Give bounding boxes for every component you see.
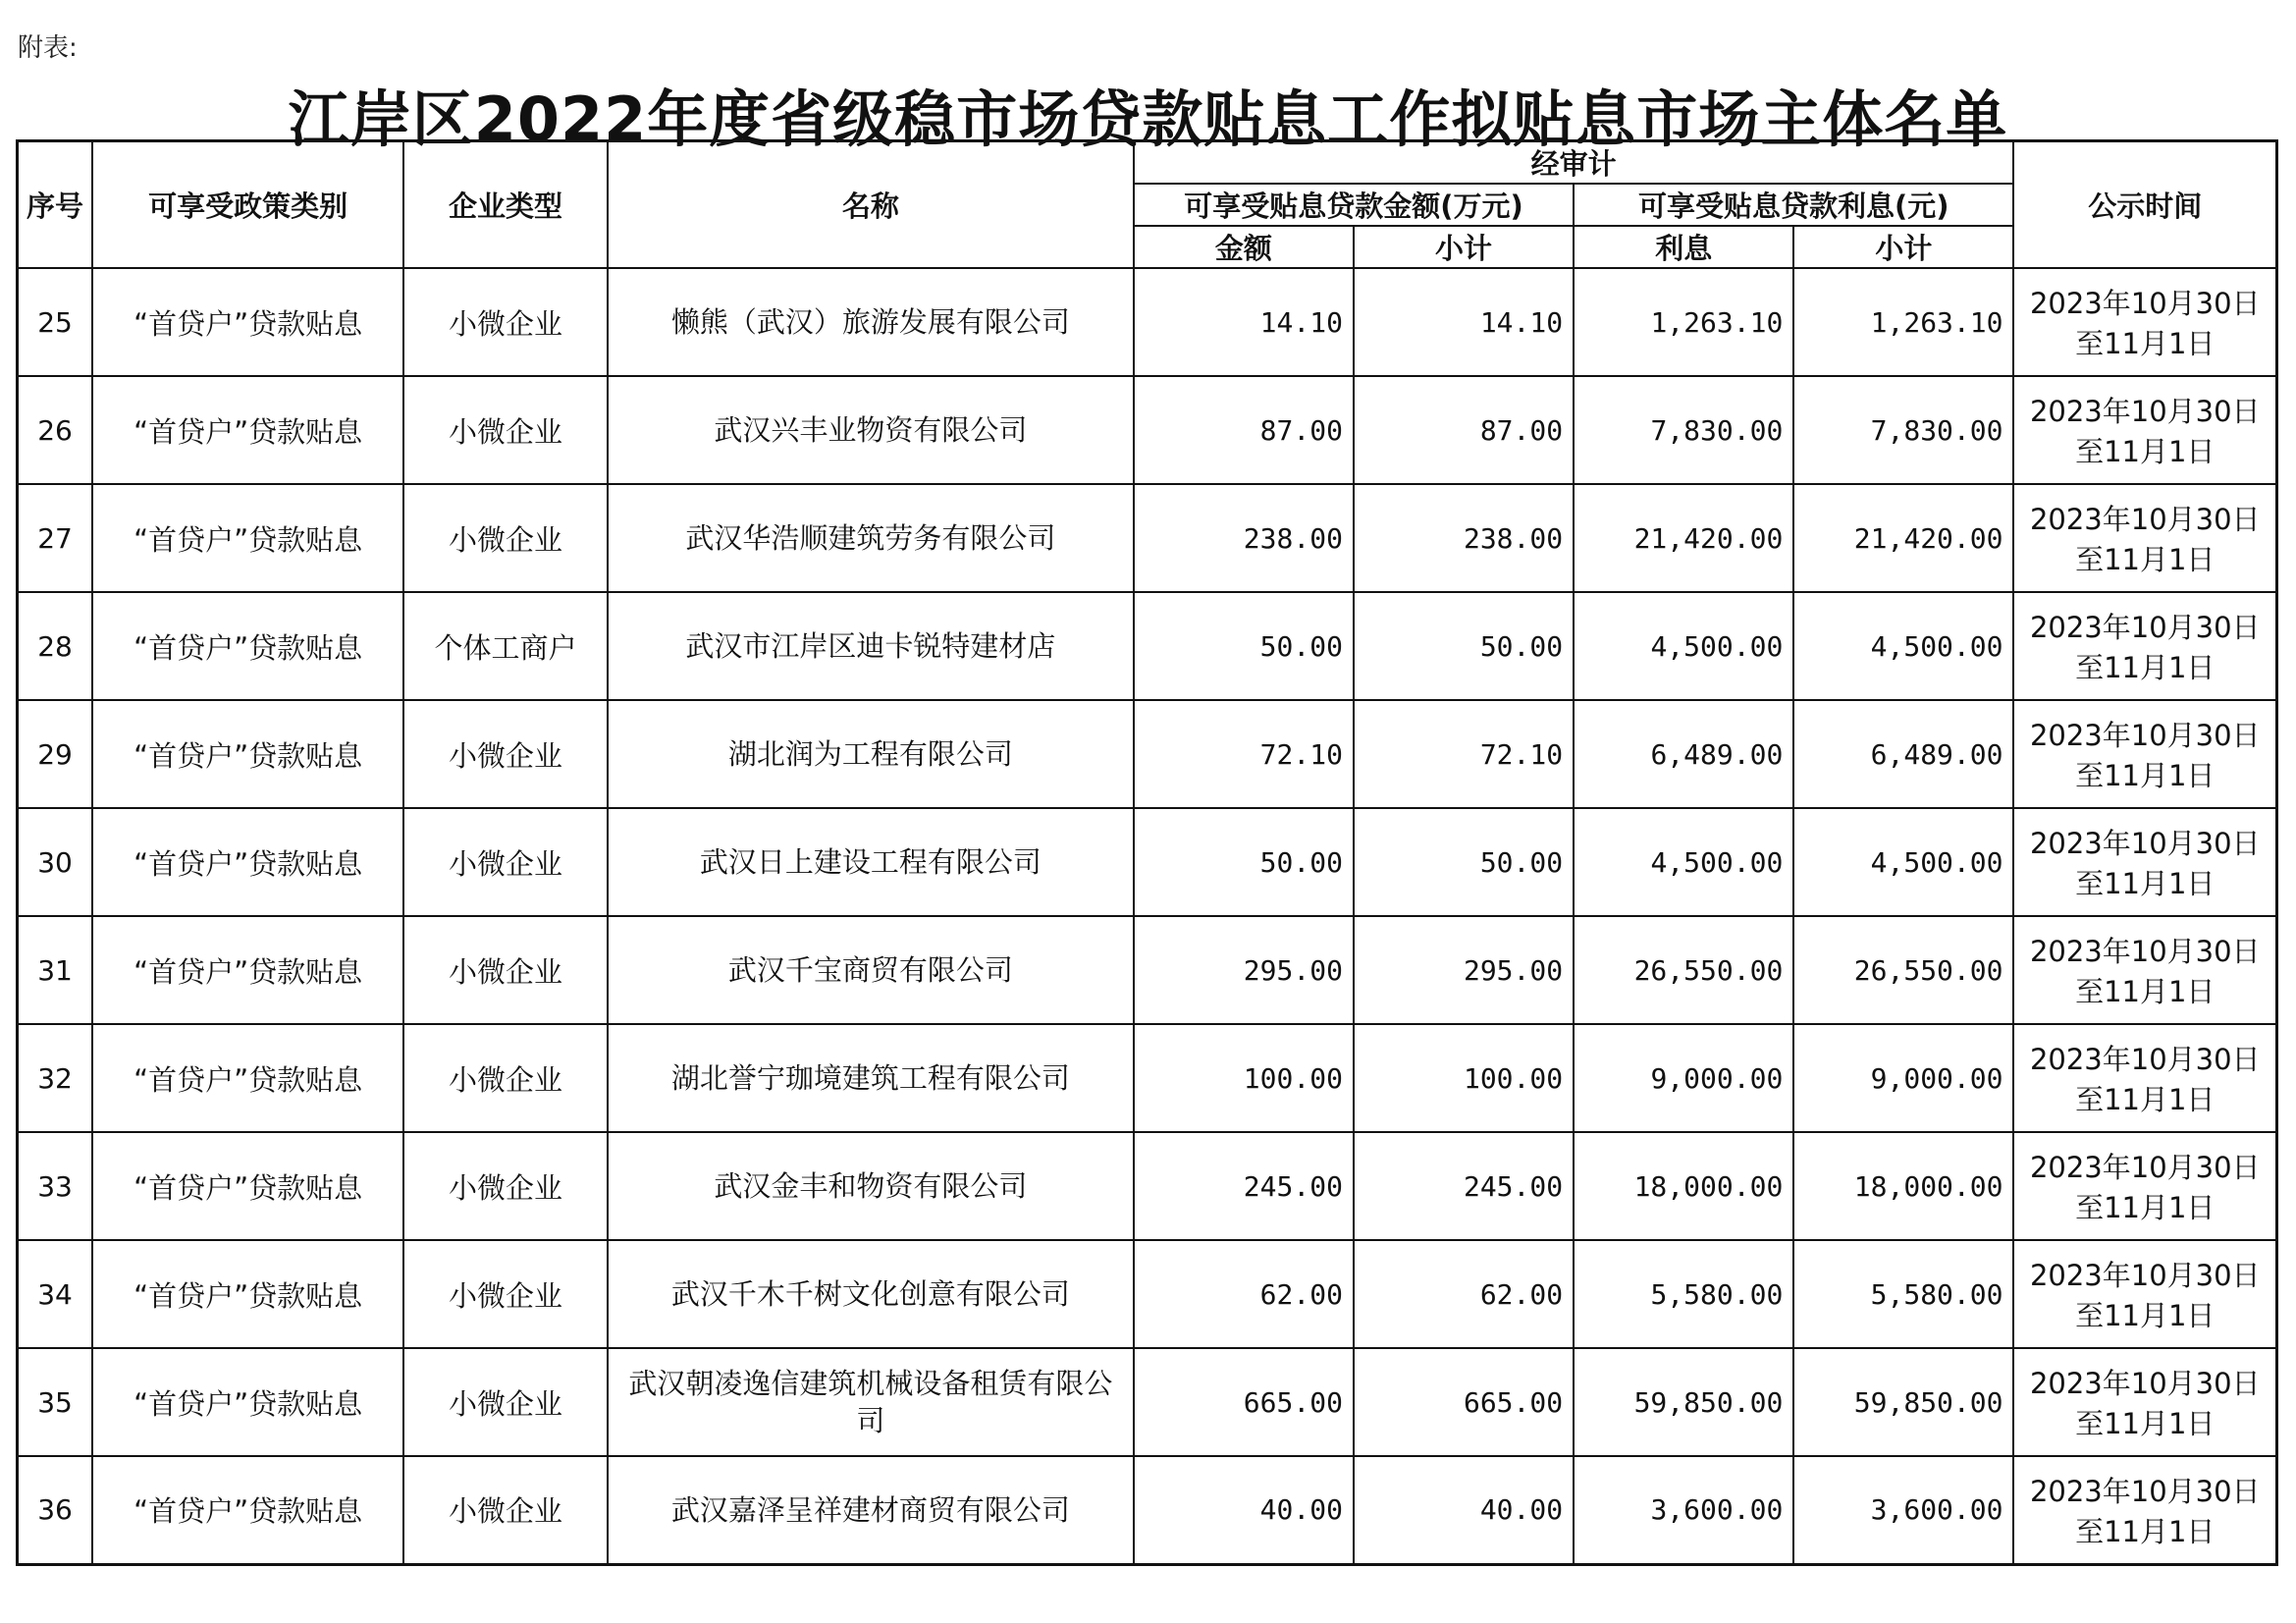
cell-interest-subtotal: 1,263.10	[1793, 268, 2013, 376]
col-header-company-type: 企业类型	[403, 141, 608, 269]
cell-interest: 4,500.00	[1574, 808, 1793, 916]
cell-amount-subtotal: 665.00	[1354, 1348, 1574, 1456]
subsidy-table-container	[16, 139, 2278, 1566]
cell-amount: 62.00	[1134, 1240, 1354, 1348]
cell-publish-time: 2023年10月30日至11月1日	[2013, 592, 2276, 700]
cell-company-type: 个体工商户	[403, 592, 608, 700]
cell-policy: “首贷户”贷款贴息	[92, 1240, 403, 1348]
cell-publish-time: 2023年10月30日至11月1日	[2013, 916, 2276, 1024]
cell-interest-subtotal: 6,489.00	[1793, 700, 2013, 808]
table-row	[18, 592, 2277, 700]
cell-publish-time: 2023年10月30日至11月1日	[2013, 484, 2276, 592]
table-row	[18, 1348, 2277, 1456]
cell-amount-subtotal: 50.00	[1354, 592, 1574, 700]
cell-amount: 665.00	[1134, 1348, 1354, 1456]
cell-amount: 50.00	[1134, 592, 1354, 700]
col-header-publish-time: 公示时间	[2013, 141, 2276, 269]
cell-publish-time: 2023年10月30日至11月1日	[2013, 268, 2276, 376]
cell-policy: “首贷户”贷款贴息	[92, 808, 403, 916]
cell-policy: “首贷户”贷款贴息	[92, 376, 403, 484]
table-row	[18, 268, 2277, 376]
cell-index: 33	[18, 1132, 93, 1240]
cell-index: 28	[18, 592, 93, 700]
cell-name: 湖北誉宁珈境建筑工程有限公司	[608, 1024, 1134, 1132]
cell-interest-subtotal: 26,550.00	[1793, 916, 2013, 1024]
cell-interest: 7,830.00	[1574, 376, 1793, 484]
cell-interest: 59,850.00	[1574, 1348, 1793, 1456]
cell-amount: 100.00	[1134, 1024, 1354, 1132]
cell-index: 25	[18, 268, 93, 376]
cell-interest: 5,580.00	[1574, 1240, 1793, 1348]
cell-index: 29	[18, 700, 93, 808]
cell-index: 27	[18, 484, 93, 592]
cell-amount: 14.10	[1134, 268, 1354, 376]
col-header-amount-subtotal: 小计	[1354, 226, 1574, 268]
attachment-label: 附表:	[18, 33, 78, 63]
cell-amount-subtotal: 100.00	[1354, 1024, 1574, 1132]
cell-amount-subtotal: 245.00	[1354, 1132, 1574, 1240]
cell-interest: 4,500.00	[1574, 592, 1793, 700]
document-title: 江岸区2022年度省级稳市场贷款贴息工作拟贴息市场主体名单	[288, 83, 2008, 155]
cell-amount-subtotal: 72.10	[1354, 700, 1574, 808]
table-row	[18, 808, 2277, 916]
cell-amount: 238.00	[1134, 484, 1354, 592]
cell-policy: “首贷户”贷款贴息	[92, 1456, 403, 1564]
cell-amount-subtotal: 50.00	[1354, 808, 1574, 916]
table-row	[18, 1240, 2277, 1348]
table-row	[18, 1024, 2277, 1132]
table-row	[18, 1132, 2277, 1240]
cell-company-type: 小微企业	[403, 916, 608, 1024]
cell-interest: 18,000.00	[1574, 1132, 1793, 1240]
cell-amount: 295.00	[1134, 916, 1354, 1024]
cell-amount: 50.00	[1134, 808, 1354, 916]
cell-interest-subtotal: 7,830.00	[1793, 376, 2013, 484]
cell-publish-time: 2023年10月30日至11月1日	[2013, 1240, 2276, 1348]
cell-amount-subtotal: 14.10	[1354, 268, 1574, 376]
cell-publish-time: 2023年10月30日至11月1日	[2013, 808, 2276, 916]
cell-publish-time: 2023年10月30日至11月1日	[2013, 1132, 2276, 1240]
cell-amount: 40.00	[1134, 1456, 1354, 1564]
cell-publish-time: 2023年10月30日至11月1日	[2013, 1024, 2276, 1132]
cell-policy: “首贷户”贷款贴息	[92, 1024, 403, 1132]
cell-policy: “首贷户”贷款贴息	[92, 592, 403, 700]
header-row-1	[18, 141, 2277, 185]
table-row	[18, 1456, 2277, 1564]
table-row	[18, 700, 2277, 808]
cell-company-type: 小微企业	[403, 268, 608, 376]
table-row	[18, 916, 2277, 1024]
cell-policy: “首贷户”贷款贴息	[92, 916, 403, 1024]
cell-interest: 6,489.00	[1574, 700, 1793, 808]
cell-index: 36	[18, 1456, 93, 1564]
cell-interest-subtotal: 3,600.00	[1793, 1456, 2013, 1564]
col-header-loan-group: 可享受贴息贷款金额(万元)	[1134, 184, 1574, 226]
cell-amount-subtotal: 62.00	[1354, 1240, 1574, 1348]
cell-policy: “首贷户”贷款贴息	[92, 484, 403, 592]
cell-name: 武汉市江岸区迪卡锐特建材店	[608, 592, 1134, 700]
cell-company-type: 小微企业	[403, 808, 608, 916]
col-header-index: 序号	[18, 141, 93, 269]
cell-amount-subtotal: 87.00	[1354, 376, 1574, 484]
col-header-interest-subtotal: 小计	[1793, 226, 2013, 268]
col-header-audited: 经审计	[1134, 141, 2014, 185]
cell-interest: 26,550.00	[1574, 916, 1793, 1024]
cell-interest-subtotal: 4,500.00	[1793, 808, 2013, 916]
cell-name: 武汉千宝商贸有限公司	[608, 916, 1134, 1024]
cell-company-type: 小微企业	[403, 1240, 608, 1348]
cell-interest-subtotal: 5,580.00	[1793, 1240, 2013, 1348]
cell-interest-subtotal: 18,000.00	[1793, 1132, 2013, 1240]
cell-interest: 1,263.10	[1574, 268, 1793, 376]
cell-index: 31	[18, 916, 93, 1024]
cell-interest: 21,420.00	[1574, 484, 1793, 592]
cell-publish-time: 2023年10月30日至11月1日	[2013, 1456, 2276, 1564]
cell-amount-subtotal: 40.00	[1354, 1456, 1574, 1564]
cell-company-type: 小微企业	[403, 1456, 608, 1564]
cell-name: 懒熊（武汉）旅游发展有限公司	[608, 268, 1134, 376]
cell-company-type: 小微企业	[403, 1024, 608, 1132]
cell-company-type: 小微企业	[403, 1348, 608, 1456]
cell-interest-subtotal: 21,420.00	[1793, 484, 2013, 592]
cell-amount: 87.00	[1134, 376, 1354, 484]
col-header-interest-group: 可享受贴息贷款利息(元)	[1574, 184, 2013, 226]
cell-amount: 72.10	[1134, 700, 1354, 808]
cell-policy: “首贷户”贷款贴息	[92, 1348, 403, 1456]
cell-index: 26	[18, 376, 93, 484]
table-row	[18, 484, 2277, 592]
cell-name: 武汉朝凌逸信建筑机械设备租赁有限公司	[608, 1348, 1134, 1456]
cell-name: 武汉嘉泽呈祥建材商贸有限公司	[608, 1456, 1134, 1564]
cell-policy: “首贷户”贷款贴息	[92, 700, 403, 808]
subsidy-table	[16, 139, 2278, 1566]
cell-index: 32	[18, 1024, 93, 1132]
cell-name: 武汉华浩顺建筑劳务有限公司	[608, 484, 1134, 592]
cell-interest-subtotal: 4,500.00	[1793, 592, 2013, 700]
cell-company-type: 小微企业	[403, 376, 608, 484]
cell-name: 武汉日上建设工程有限公司	[608, 808, 1134, 916]
cell-amount: 245.00	[1134, 1132, 1354, 1240]
cell-publish-time: 2023年10月30日至11月1日	[2013, 376, 2276, 484]
cell-index: 34	[18, 1240, 93, 1348]
cell-interest-subtotal: 59,850.00	[1793, 1348, 2013, 1456]
cell-company-type: 小微企业	[403, 1132, 608, 1240]
cell-name: 武汉金丰和物资有限公司	[608, 1132, 1134, 1240]
cell-name: 湖北润为工程有限公司	[608, 700, 1134, 808]
cell-interest: 9,000.00	[1574, 1024, 1793, 1132]
cell-company-type: 小微企业	[403, 700, 608, 808]
cell-name: 武汉千木千树文化创意有限公司	[608, 1240, 1134, 1348]
col-header-amount: 金额	[1134, 226, 1354, 268]
col-header-policy-type: 可享受政策类别	[92, 141, 403, 269]
cell-company-type: 小微企业	[403, 484, 608, 592]
table-body	[18, 268, 2277, 1564]
cell-policy: “首贷户”贷款贴息	[92, 1132, 403, 1240]
table-row	[18, 376, 2277, 484]
cell-publish-time: 2023年10月30日至11月1日	[2013, 1348, 2276, 1456]
cell-interest-subtotal: 9,000.00	[1793, 1024, 2013, 1132]
col-header-interest: 利息	[1574, 226, 1793, 268]
cell-index: 30	[18, 808, 93, 916]
cell-interest: 3,600.00	[1574, 1456, 1793, 1564]
cell-amount-subtotal: 295.00	[1354, 916, 1574, 1024]
cell-name: 武汉兴丰业物资有限公司	[608, 376, 1134, 484]
cell-publish-time: 2023年10月30日至11月1日	[2013, 700, 2276, 808]
cell-policy: “首贷户”贷款贴息	[92, 268, 403, 376]
cell-index: 35	[18, 1348, 93, 1456]
col-header-name: 名称	[608, 141, 1134, 269]
cell-amount-subtotal: 238.00	[1354, 484, 1574, 592]
